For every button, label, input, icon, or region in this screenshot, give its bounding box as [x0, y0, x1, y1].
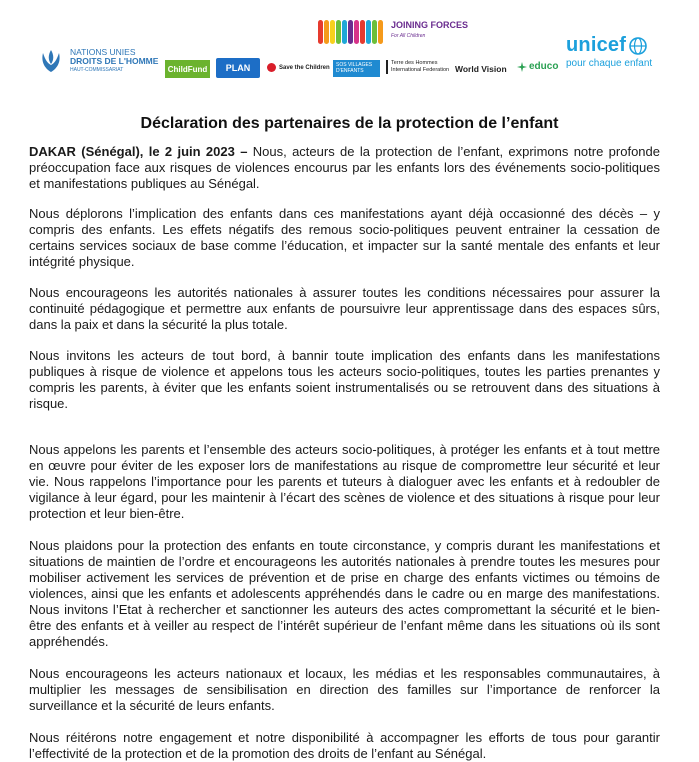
joining-forces-logo: [318, 20, 468, 44]
paragraph: Nous déplorons l’implication des enfants dans ces manifestations ayant déjà occasionné des décès – y compris des enfants. Les effets négatifs des remous socio-politiques peuvent entrainer la cessation de certains services sociaux de base comme l’éducation, et impacter sur la santé mentale des enfants et leur intégrité physique.: [29, 206, 660, 269]
children-figures-icon: [318, 20, 383, 44]
educo-text: educo: [529, 61, 559, 72]
document-title: Déclaration des partenaires de la protection de l’enfant: [140, 115, 559, 132]
childfund-logo: ChildFund: [165, 60, 210, 78]
terre-des-hommes-line-2: International Federation: [391, 67, 450, 73]
paragraph: Nous appelons les parents et l’ensemble des acteurs socio-politiques, à protéger les enfants et à tout mettre en œuvre pour éviter de les exposer lors de manifestations au risque de compromettre leur sécurité et leur vie. Nous rappelons l’importance pour les parents et tuteurs à dialoguer avec les enfants et à redoubler de vigilance à leur égard, pour les maintenir à l’écart des scènes de violence et des situations à risque pour leur protection et leur bien-être.: [29, 442, 660, 521]
dateline: DAKAR (Sénégal), le 2 juin 2023 –: [29, 144, 248, 159]
partner-logos-header: [0, 0, 699, 92]
intro-text: Nous, acteurs de la protection de l’enfant, exprimons notre profonde préoccupation face aux risques de violences encourus par les enfants lors des événements socio-politiques et manifestations publiques au Sénégal.: [29, 144, 660, 191]
save-the-children-icon: [267, 63, 276, 72]
un-line-3: HAUT-COMMISSARIAT: [70, 66, 124, 73]
plan-logo: PLAN: [216, 58, 260, 78]
paragraph: Nous invitons les acteurs de tout bord, à bannir toute implication des enfants dans les manifestations publiques à risque de violence et appelons tous les acteurs socio-politiques, toutes les parties prenantes y compris les parents, à éviter que les enfants soient instrumentalisés ou se retrouvent dans des situations à risque.: [29, 348, 660, 411]
unicef-name: unicef: [566, 34, 627, 56]
world-vision-logo: World Vision: [455, 64, 507, 74]
paragraph: Nous plaidons pour la protection des enfants en toute circonstance, y compris durant les manifestations et situations de maintien de l’ordre et encourageons les autorités nationales à prendre toutes les mesures pour mobiliser activement les services de prévention et de prise en charge des enfants victimes ou témoins de violences, ainsi que les enfants et adolescents appréhendés dans le cadre ou en marge des manifestations. Nous invitons l’Etat à rechercher et sanctionner les auteurs des actes compromettant la sécurité et le bien-être des enfants et à veiller au respect de l’intérêt supérieur de l’enfant même dans les situations où ils sont appréhendés.: [29, 538, 660, 649]
un-emblem-icon: [36, 46, 66, 76]
paragraph-intro: [29, 144, 660, 192]
terre-des-hommes-logo: [386, 60, 449, 74]
joining-forces-tagline: For All Children: [391, 33, 426, 39]
educo-star-icon: [517, 62, 527, 72]
joining-forces-name: JOINING FORCES: [391, 20, 469, 30]
save-the-children-text: Save the Children: [279, 64, 330, 71]
save-the-children-logo: [267, 63, 330, 72]
un-line-2: DROITS DE L'HOMME: [70, 55, 159, 66]
paragraph: Nous encourageons les autorités nationales à assurer toutes les conditions nécessaires pour assurer la continuité pédagogique et permettre aux enfants de poursuivre leur apprentissage dans des espaces sûrs, dans la paix et dans la sécurité la plus totale.: [29, 285, 660, 332]
document-body: [29, 140, 660, 762]
paragraph: Nous réitérons notre engagement et notre disponibilité à accompagner les efforts de tous pour garantir l’effectivité de la protection et de la promotion des droits de l’enfant au Sénégal.: [29, 730, 660, 761]
un-line-1: NATIONS UNIES: [70, 46, 136, 57]
paragraph: Nous encourageons les acteurs nationaux et locaux, les médias et les responsables communautaires, à multiplier les messages de sensibilisation en direction des familles sur l’importance de renforcer la surveillance et la sécurité de leurs enfants.: [29, 666, 660, 713]
unicef-tagline: pour chaque enfant: [566, 58, 653, 69]
terre-des-hommes-line-1: Terre des Hommes: [391, 60, 438, 66]
unicef-logo: [566, 34, 652, 69]
unicef-globe-icon: [628, 36, 648, 56]
sos-villages-logo: SOS VILLAGES D'ENFANTS: [333, 60, 380, 77]
un-human-rights-logo: [36, 46, 158, 76]
educo-logo: [517, 61, 558, 72]
